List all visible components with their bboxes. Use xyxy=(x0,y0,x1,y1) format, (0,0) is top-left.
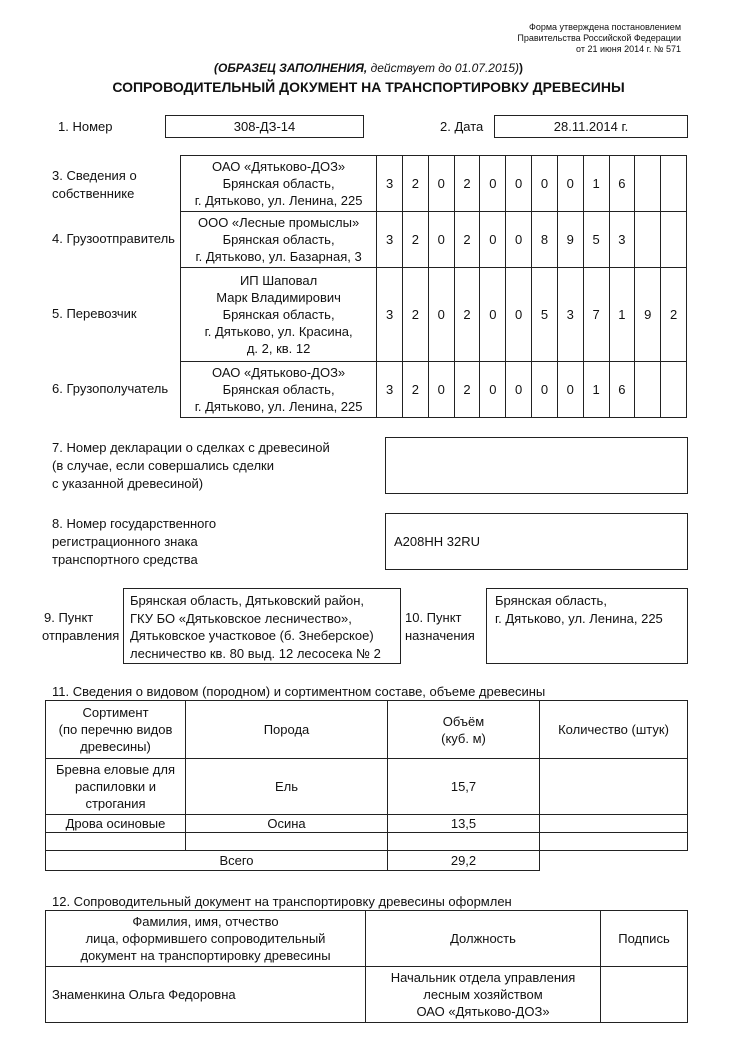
inn-digit: 0 xyxy=(506,268,532,362)
volume-header-line: Объём xyxy=(442,713,485,729)
table-row xyxy=(46,815,688,833)
sortiment-header xyxy=(46,701,186,759)
number-label: 1. Номер xyxy=(58,119,113,134)
row-sortiment: Дрова осиновые xyxy=(46,815,186,833)
inn-digit: 0 xyxy=(480,268,506,362)
departure-label xyxy=(42,609,119,645)
inn-digit xyxy=(661,362,687,418)
destination-field[interactable] xyxy=(486,588,688,664)
party-label xyxy=(52,305,137,323)
row-volume: 13,5 xyxy=(388,815,540,833)
declaration-label-line: 7. Номер декларации о сделках с древесиной xyxy=(52,440,330,455)
inn-digit xyxy=(635,212,661,268)
party-address-line: Брянская область, xyxy=(222,176,335,191)
table-row xyxy=(46,967,688,1023)
approval-line: Форма утверждена постановлением xyxy=(528,22,681,32)
number-field[interactable]: 308-ДЗ-14 xyxy=(165,115,364,138)
declaration-label-line: с указанной древесиной) xyxy=(52,476,204,491)
inn-digit: 0 xyxy=(557,156,583,212)
departure-line: Брянская область, Дятьковский район, xyxy=(130,593,365,608)
inn-digit: 2 xyxy=(454,268,480,362)
approval-note xyxy=(517,22,681,55)
party-address xyxy=(181,212,377,268)
signature-header: Подпись xyxy=(601,911,688,967)
inn-digit: 1 xyxy=(609,268,635,362)
row-quantity xyxy=(540,833,688,851)
inn-digit: 0 xyxy=(532,156,558,212)
inn-digit: 2 xyxy=(454,156,480,212)
party-address-line: Брянская область, xyxy=(222,307,335,322)
departure-field[interactable] xyxy=(123,588,401,664)
row-breed xyxy=(186,833,388,851)
signatory-position-line: ОАО «Дятьково-ДОЗ» xyxy=(416,1004,550,1019)
inn-digit: 3 xyxy=(609,212,635,268)
inn-digit: 0 xyxy=(506,362,532,418)
name-header-line: документ на транспортировку древесины xyxy=(80,948,331,963)
inn-digit: 2 xyxy=(403,156,429,212)
inn-digit: 0 xyxy=(428,268,454,362)
total-volume: 29,2 xyxy=(388,851,540,871)
party-address-line: г. Дятьково, ул. Красина, xyxy=(204,324,353,339)
inn-digit: 8 xyxy=(532,212,558,268)
inn-digit: 2 xyxy=(403,362,429,418)
departure-line: лесничество кв. 80 выд. 12 лесосека № 2 xyxy=(130,645,381,661)
inn-digit: 0 xyxy=(428,212,454,268)
departure-label-line: отправления xyxy=(42,628,120,643)
inn-digit xyxy=(635,362,661,418)
parties-table xyxy=(180,155,687,418)
destination-label-line: 10. Пункт xyxy=(405,610,462,625)
party-address-line: ОАО «Дятьково-ДОЗ» xyxy=(212,365,346,380)
inn-digit: 2 xyxy=(403,268,429,362)
party-row xyxy=(181,212,687,268)
declaration-label xyxy=(52,439,330,493)
party-address-line: г. Дятьково, ул. Ленина, 225 xyxy=(194,399,363,414)
inn-digit: 9 xyxy=(557,212,583,268)
party-label-line: 3. Сведения о xyxy=(52,168,137,183)
row-sortiment xyxy=(46,833,186,851)
signatory-position-line: Начальник отдела управления xyxy=(390,970,576,985)
inn-digit: 0 xyxy=(532,362,558,418)
inn-digit: 1 xyxy=(583,362,609,418)
party-address-line: Марк Владимирович xyxy=(216,290,341,305)
party-label-line: собственнике xyxy=(52,186,135,201)
inn-digit: 6 xyxy=(609,362,635,418)
party-address xyxy=(181,268,377,362)
party-address-line: г. Дятьково, ул. Базарная, 3 xyxy=(195,249,362,264)
signatory-position xyxy=(366,967,601,1023)
inn-digit: 2 xyxy=(661,268,687,362)
inn-digit: 5 xyxy=(583,212,609,268)
inn-digit: 0 xyxy=(506,212,532,268)
party-row xyxy=(181,362,687,418)
departure-line: Дятьковское участковое (б. Знеберское) xyxy=(130,628,374,643)
inn-digit: 3 xyxy=(377,362,403,418)
inn-digit: 0 xyxy=(557,362,583,418)
inn-digit: 0 xyxy=(428,156,454,212)
party-address-line: г. Дятьково, ул. Ленина, 225 xyxy=(194,193,363,208)
inn-digit: 6 xyxy=(609,156,635,212)
vehicle-label-line: 8. Номер государственного xyxy=(52,516,217,531)
party-address-line: ИП Шаповал xyxy=(239,273,318,288)
page-title: СОПРОВОДИТЕЛЬНЫЙ ДОКУМЕНТ НА ТРАНСПОРТИРОВКУ ДРЕВЕСИНЫ xyxy=(112,79,625,95)
signature-cell[interactable] xyxy=(601,967,688,1023)
party-row xyxy=(181,156,687,212)
name-header-line: Фамилия, имя, отчество xyxy=(132,914,279,929)
inn-digit: 2 xyxy=(454,362,480,418)
party-label-line: 4. Грузоотправитель xyxy=(52,231,175,246)
party-address-line: д. 2, кв. 12 xyxy=(246,341,311,356)
party-address-line: ОАО «Дятьково-ДОЗ» xyxy=(212,159,346,174)
inn-digit: 0 xyxy=(480,362,506,418)
inn-digit: 7 xyxy=(583,268,609,362)
inn-digit: 3 xyxy=(377,156,403,212)
sortiment-header-line: древесины) xyxy=(80,739,151,754)
sortiment-header-line: Сортимент xyxy=(82,705,149,720)
row-breed: Осина xyxy=(186,815,388,833)
inn-digit: 3 xyxy=(377,268,403,362)
date-field[interactable]: 28.11.2014 г. xyxy=(494,115,688,138)
total-label: Всего xyxy=(46,851,388,871)
party-address xyxy=(181,156,377,212)
destination-label-line: назначения xyxy=(405,628,475,643)
inn-digit: 2 xyxy=(403,212,429,268)
row-sortiment-line: строгания xyxy=(85,796,146,811)
name-header-line: лица, оформившего сопроводительный xyxy=(85,931,326,946)
signatory-position-line: лесным хозяйством xyxy=(423,987,543,1002)
row-volume: 15,7 xyxy=(388,759,540,815)
party-label xyxy=(52,167,137,203)
party-label-line: 5. Перевозчик xyxy=(52,306,137,321)
inn-digit xyxy=(635,156,661,212)
row-quantity xyxy=(540,759,688,815)
approval-line: Правительства Российской Федерации xyxy=(517,33,681,43)
signatory-name: Знаменкина Ольга Федоровна xyxy=(46,967,366,1023)
section12-title: 12. Сопроводительный документ на транспортировку древесины оформлен xyxy=(52,894,512,909)
quantity-header: Количество (штук) xyxy=(540,701,688,759)
row-volume xyxy=(388,833,540,851)
inn-digit xyxy=(661,212,687,268)
destination-line: Брянская область, xyxy=(495,593,607,608)
name-header xyxy=(46,911,366,967)
declaration-field[interactable] xyxy=(385,437,688,494)
inn-digit: 3 xyxy=(377,212,403,268)
approval-line: от 21 июня 2014 г. № 571 xyxy=(576,44,681,54)
total-row xyxy=(46,851,688,871)
row-quantity xyxy=(540,815,688,833)
sortiment-header-line: (по перечню видов xyxy=(58,722,173,737)
declaration-label-line: (в случае, если совершались сделки xyxy=(52,458,274,473)
total-empty xyxy=(540,851,688,871)
vehicle-label-line: регистрационного знака xyxy=(52,534,198,549)
timber-header-row xyxy=(46,701,688,759)
departure-line: ГКУ БО «Дятьковское лесничество», xyxy=(130,610,352,626)
row-sortiment-line: Бревна еловые для xyxy=(56,762,175,777)
section11-title: 11. Сведения о видовом (породном) и сортиментном составе, объеме древесины xyxy=(52,684,546,699)
date-label: 2. Дата xyxy=(440,119,484,134)
departure-label-line: 9. Пункт xyxy=(44,610,94,625)
table-row xyxy=(46,759,688,815)
timber-table xyxy=(45,700,688,871)
breed-header: Порода xyxy=(186,701,388,759)
signatory-header-row xyxy=(46,911,688,967)
party-label xyxy=(52,380,168,398)
party-label-line: 6. Грузополучатель xyxy=(52,381,169,396)
sample-note-a: (ОБРАЗЕЦ ЗАПОЛНЕНИЯ, xyxy=(213,61,368,75)
inn-digit: 0 xyxy=(428,362,454,418)
party-label xyxy=(52,230,175,248)
row-sortiment-line: распиловки и xyxy=(75,779,156,794)
party-address-line: Брянская область, xyxy=(222,232,335,247)
destination-label xyxy=(405,609,475,645)
vehicle-plate-field[interactable]: А208НН 32RU xyxy=(385,513,688,570)
sample-note xyxy=(0,61,737,75)
volume-header-line: (куб. м) xyxy=(441,730,486,746)
sample-note-b: действует до 01.07.2015) xyxy=(367,61,519,75)
destination-line: г. Дятьково, ул. Ленина, 225 xyxy=(495,611,663,626)
inn-digit: 5 xyxy=(532,268,558,362)
vehicle-label xyxy=(52,515,216,569)
inn-digit: 0 xyxy=(506,156,532,212)
party-address-line: Брянская область, xyxy=(222,382,335,397)
inn-digit: 0 xyxy=(480,156,506,212)
position-header: Должность xyxy=(366,911,601,967)
row-breed: Ель xyxy=(186,759,388,815)
inn-digit: 1 xyxy=(583,156,609,212)
vehicle-label-line: транспортного средства xyxy=(52,552,198,567)
inn-digit: 3 xyxy=(557,268,583,362)
row-sortiment xyxy=(46,759,186,815)
inn-digit xyxy=(661,156,687,212)
signatory-table xyxy=(45,910,688,1023)
table-row xyxy=(46,833,688,851)
party-address xyxy=(181,362,377,418)
volume-header xyxy=(388,701,540,759)
sample-note-c: ) xyxy=(519,61,523,75)
inn-digit: 0 xyxy=(480,212,506,268)
party-row xyxy=(181,268,687,362)
inn-digit: 9 xyxy=(635,268,661,362)
inn-digit: 2 xyxy=(454,212,480,268)
party-address-line: ООО «Лесные промыслы» xyxy=(197,215,360,230)
